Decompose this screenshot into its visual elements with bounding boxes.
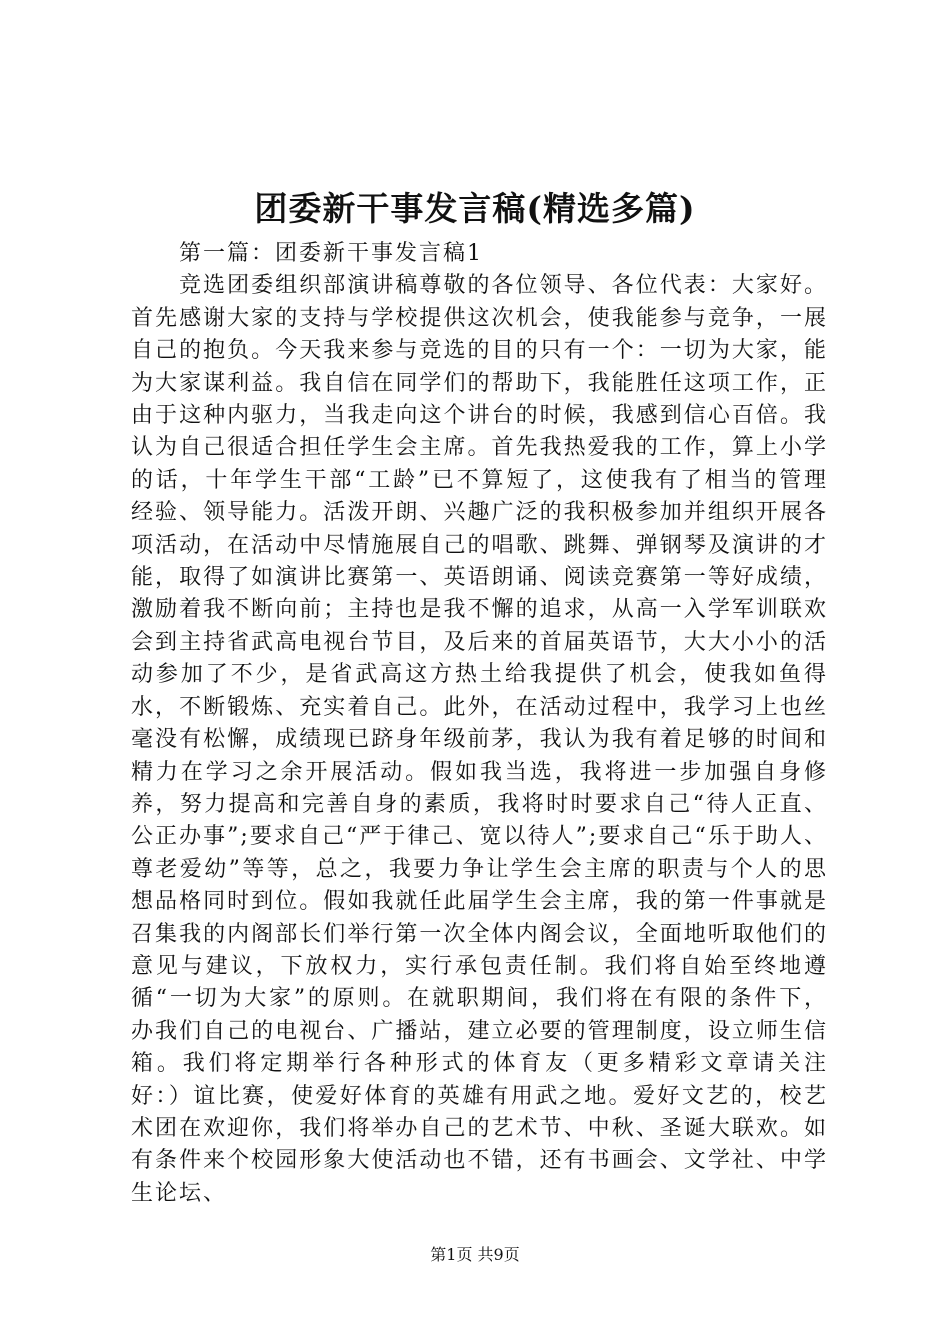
document-body [131, 238, 828, 1210]
page-number-footer: 第1页 共9页 [430, 1245, 520, 1264]
section-heading: 第一篇：团委新干事发言稿1 [179, 241, 483, 266]
document-title: 团委新干事发言稿(精选多篇) [254, 189, 696, 228]
body-paragraph: 竞选团委组织部演讲稿尊敬的各位领导、各位代表：大家好。首先感谢大家的支持与学校提供这次机会，使我能参与竞争，一展自己的抱负。今天我来参与竞选的目的只有一个：一切为大家，能为大家谋利益。我自信在同学们的帮助下，我能胜任这项工作，正由于这种内驱力，当我走向这个讲台的时候，我感到信心百倍。我认为自己很适合担任学生会主席。首先我热爱我的工作，算上小学的话，十年学生干部“工龄”已不算短了，这使我有了相当的管理经验、领导能力。活泼开朗、兴趣广泛的我积极参加并组织开展各项活动，在活动中尽情施展自己的唱歌、跳舞、弹钢琴及演讲的才能，取得了如演讲比赛第一、英语朗诵、阅读竞赛第一等好成绩，激励着我不断向前；主持也是我不懈的追求，从高一入学军训联欢会到主持省武高电视台节目，及后来的首届英语节，大大小小的活动参加了不少，是省武高这方热土给我提供了机会，使我如鱼得水，不断锻炼、充实着自己。此外，在活动过程中，我学习上也丝毫没有松懈，成绩现已跻身年级前茅，我认为我有着足够的时间和精力在学习之余开展活动。假如我当选，我将进一步加强自身修养，努力提高和完善自身的素质，我将时时要求自己“待人正直、公正办事”;要求自己“严于律己、宽以待人”;要求自己“乐于助人、尊老爱幼”等等，总之，我要力争让学生会主席的职责与个人的思想品格同时到位。假如我就任此届学生会主席，我的第一件事就是召集我的内阁部长们举行第一次全体内阁会议，全面地听取他们的意见与建议，下放权力，实行承包责任制。我们将自始至终地遵循“一切为大家”的原则。在就职期间，我们将在有限的条件下，办我们自己的电视台、广播站，建立必要的管理制度，设立师生信箱。我们将定期举行各种形式的体育友（更多精彩文章请关注好：）谊比赛，使爱好体育的英雄有用武之地。爱好文艺的，校艺术团在欢迎你，我们将举办自己的艺术节、中秋、圣诞大联欢。如有条件来个校园形象大使活动也不错，还有书画会、文学社、中学生论坛、 [131, 273, 828, 1206]
